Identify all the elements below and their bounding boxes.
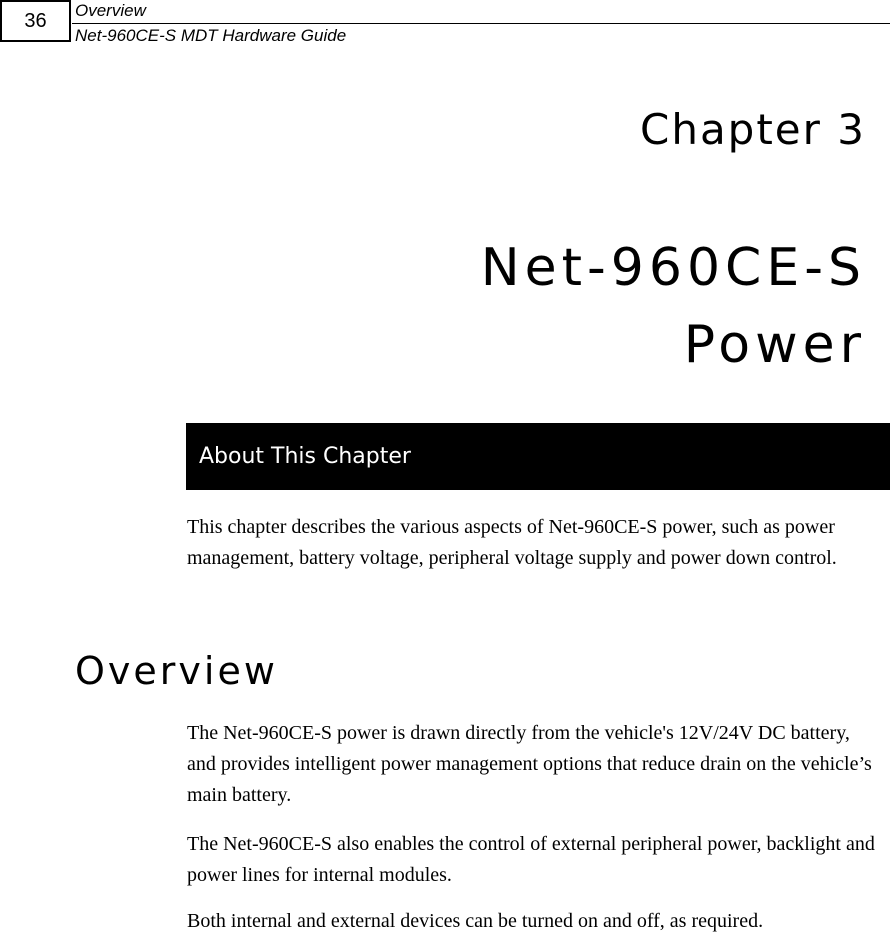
overview-heading: Overview <box>75 649 278 693</box>
overview-paragraph-2: The Net-960CE-S also enables the control of external peripheral power, backlight and power lines for internal modules. <box>187 833 875 886</box>
about-chapter-text: This chapter describes the various aspects of Net-960CE-S power, such as power management, battery voltage, peripheral voltage supply and power down control. <box>187 516 837 569</box>
about-chapter-heading: About This Chapter <box>199 444 411 469</box>
header-section-title: Overview <box>75 1 146 20</box>
about-chapter-banner <box>186 423 890 490</box>
overview-paragraph-3: Both internal and external devices can be turned on and off, as required. <box>187 910 764 932</box>
chapter-title <box>266 230 866 384</box>
chapter-title-line-1: Net-960CE-S <box>480 238 866 298</box>
header-guide-title: Net-960CE-S MDT Hardware Guide <box>75 26 347 45</box>
page-number: 36 <box>0 0 71 42</box>
header-divider <box>72 23 890 24</box>
chapter-label: Chapter 3 <box>640 105 866 154</box>
overview-paragraph-1: The Net-960CE-S power is drawn directly from the vehicle's 12V/24V DC battery, and provides intelligent power management options that reduce drain on the vehicle’s main battery. <box>187 722 872 806</box>
chapter-title-line-2: Power <box>683 315 866 375</box>
